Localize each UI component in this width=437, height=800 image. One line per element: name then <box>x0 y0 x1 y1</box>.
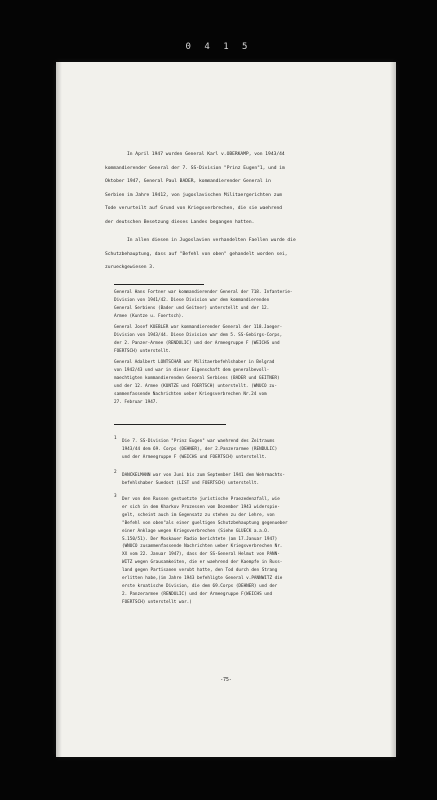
footnote-text-line: S.150/51). Der Moskauer Radio berichtete (am 17.Januar 1947) <box>122 536 278 542</box>
footnote-text-line: und der Armeegruppe F (WEICHS und FOERTSCH) unterstellt. <box>122 454 267 460</box>
frame-number: 0 4 1 5 <box>185 42 252 52</box>
footnote-text-line: einer Anklage wegen Kriegsverbrechen (Siehe GLUECK a.a.O. <box>122 528 270 534</box>
note-paragraph-line: 27. Februar 1947. <box>114 399 158 405</box>
note-paragraph-line: General Hans Fortner war kommandierender General der 718. Infanterie- <box>114 290 293 295</box>
body-paragraph-line: Serbien im Jahre 19412, von jugoslavischen Militaergerichten zum <box>105 192 283 198</box>
page-number: -75- <box>220 678 232 683</box>
note-paragraph-line: General Adalbert LONTSCHAR war Militaerbefehlshaber in Belgrad <box>114 360 275 365</box>
note-paragraph-line: FOERTSCH) unterstellt. <box>114 348 171 354</box>
body-paragraph-line: In allen diesen in Jugoslavien verhandelten Faellen wurde die <box>127 238 296 243</box>
footnote-text-line: FOERTSCH) unterstellt war.) <box>122 599 192 605</box>
footnote-text <box>122 472 285 488</box>
footnote-marker: 3 <box>114 494 117 499</box>
footnote-marker: 2 <box>114 470 117 475</box>
note-paragraph <box>114 289 293 321</box>
page-content <box>56 62 396 757</box>
body-paragraph-line: kommandierender General der 7. SS-Division "Prinz Eugen"1, und im <box>105 165 285 171</box>
note-paragraph-line: General Josef KUEBLER war kommandierender General der 118.Jaeger- <box>114 325 283 330</box>
body-paragraph-line: Tode verurteilt auf Grund von Kriegsverbrechen, die sie waehrend <box>105 206 283 211</box>
body-paragraph-line: zurueckgewiesen 3. <box>105 265 155 270</box>
body-paragraph-line: In April 1947 wurden General Karl v.OBERKAMP, von 1943/44 <box>127 152 285 157</box>
footnote-text-line: (WNUCO zusammenfassende Nachrichten ueber Kriegsverbrechen Nr. <box>122 544 283 550</box>
footnote-text-line: DANCKELMANN war von Juni bis zum September 1941 dem Wehrmachts- <box>122 473 285 478</box>
note-paragraph-line: der 2. Panzer-Armee (RENDULIC) und der Armeegruppe F (WEICHS und <box>114 340 280 346</box>
footnote-text-line: "Befehl von oben"als einer gueltigen Schutzbehauptung gegenueber <box>122 520 288 526</box>
footnote-text <box>122 438 277 462</box>
note-paragraph-line: maechtigten kommandierenden General Serbiens (BADER und GEITNER) <box>114 375 280 381</box>
footnote-text-line: land gegen Partisanen verubt hatte, den Tod durch den Strang <box>122 568 278 574</box>
note-paragraph-line: Armee (Kuntze u. Foertsch). <box>114 313 184 319</box>
body-paragraph <box>105 148 285 229</box>
footnote-text-line: 2. Panzerarmee (RENDULIC) und der Armeegruppe F(WEICHS und <box>122 591 273 597</box>
note-paragraph-line: Division von 1943/44. Diese Division war dem 5. SS-Gebirgs-Corps, <box>114 332 283 338</box>
body-paragraph-line: Oktober 1947, General Paul BADER, kommandierender General in <box>105 179 271 184</box>
separator-line <box>114 284 204 285</box>
note-paragraph <box>114 324 282 356</box>
note-paragraph-line: Division von 1941/42. Diese Division war dem kommandierenden <box>114 297 270 303</box>
body-paragraph <box>105 234 296 275</box>
footnote-text-line: WITZ wegen Grausamkeiten, die er waehrend der Kaempfe in Russ- <box>122 560 283 566</box>
footnote-separator <box>114 424 226 425</box>
footnote-text-line: Der von den Russen gestuetzte juristische Praezedenzfall, wie <box>122 497 280 502</box>
footnote-text-line: erlitten habe,(im Jahre 1943 befehligte General v.PANNWITZ die <box>122 576 283 582</box>
footnote-text-line: befehlshaber Suedost (LIST und FOERTSCH) unterstellt. <box>122 480 260 486</box>
note-paragraph <box>114 359 280 406</box>
footnote-text-line: Die 7. SS-Division "Prinz Eugen" war waehrend des Zeitraums <box>122 439 275 444</box>
note-paragraph-line: und der 12. Armee (KUNTZE und FOERTSCH) unterstellt. (WNUCO zu- <box>114 383 277 389</box>
body-paragraph-line: der deutschen Besetzung dieses Landes begangen hatten. <box>105 219 255 225</box>
footnote-text <box>122 496 288 607</box>
note-paragraph-line: sammenfassende Nachrichten ueber Kriegsverbrechen Nr.24 vom <box>114 391 267 397</box>
footnote-marker: 1 <box>114 436 117 441</box>
body-paragraph-line: Schutzbehauptung, dass auf "Befehl von oben" gehandelt worden sei, <box>105 251 288 257</box>
footnote-text-line: erste kroatische Division, die dem 69.Corps (DEHNER) und der <box>122 583 278 589</box>
footnote-text-line: XX vom 22. Januar 1947), dass der SS-General Helmut von PANN- <box>122 552 280 558</box>
footnote-text-line: 1943/44 dem 69. Corps (DEHNER), der 2.Panzerarmee (RENDULIC) <box>122 446 278 452</box>
footnote-text-line: gelt, scheint auch im Gegensatz zu stehen zu der Lehre, von <box>122 512 275 518</box>
document-page <box>56 62 396 757</box>
note-paragraph-line: General Serbiens (Bader und Geitner) unterstellt und der 12. <box>114 305 270 311</box>
note-paragraph-line: von 1942/43 und war in dieser Eigenschaft dem generalbevoll- <box>114 367 270 373</box>
footnote-text-line: er sich in dem Kharkov Prozessen vom Dezember 1943 widerspie- <box>122 504 280 510</box>
